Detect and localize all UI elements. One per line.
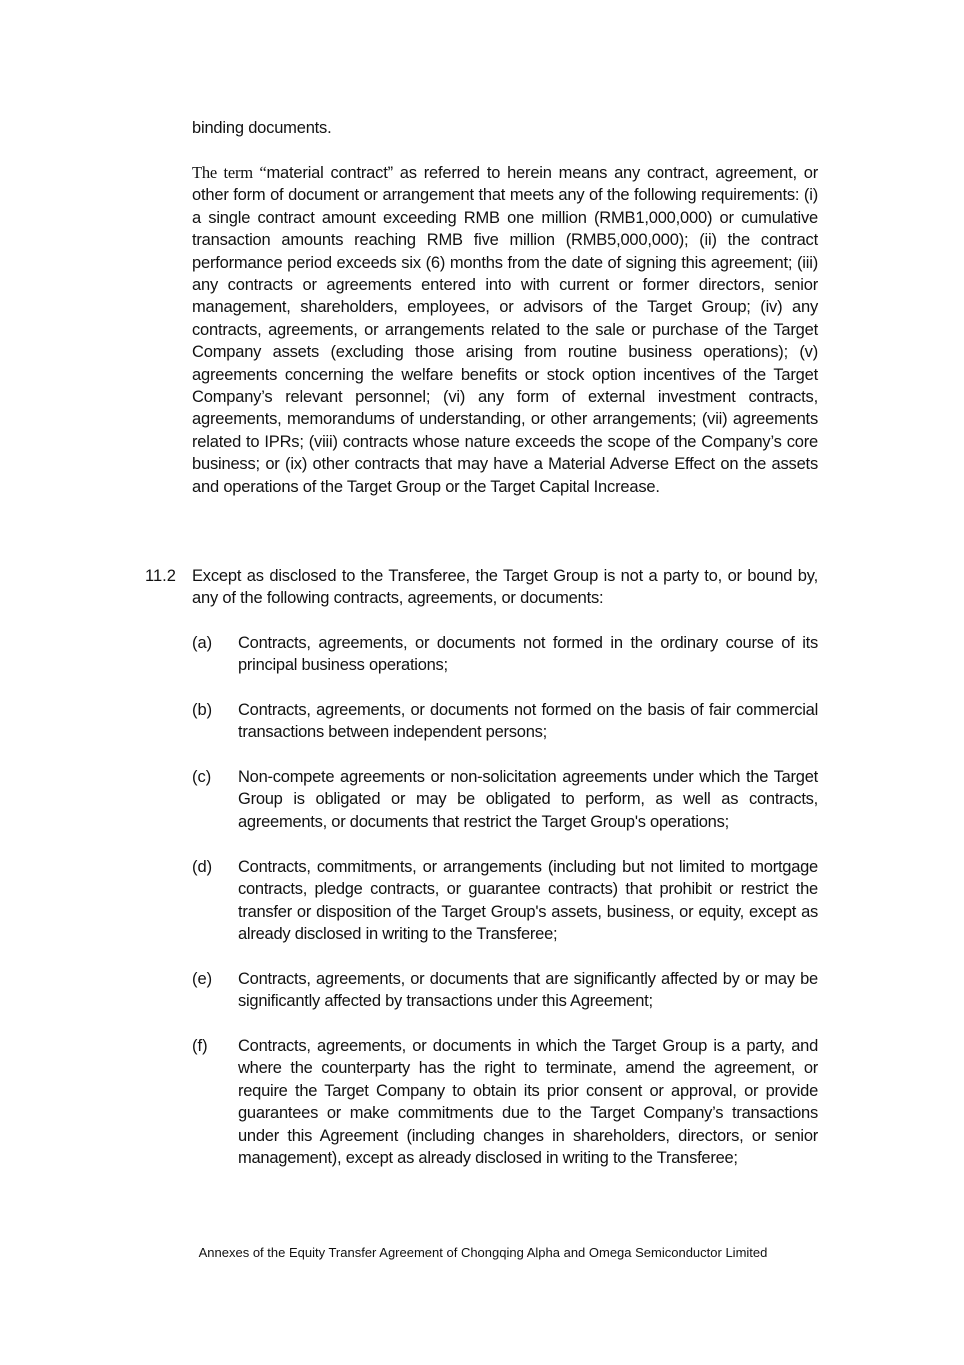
clause-text: Except as disclosed to the Transferee, the Target Group is not a party to, or bound by, any of the following contracts, agreements, or documents: xyxy=(192,567,818,608)
item-text: Non-compete agreements or non-solicitation agreements under which the Target Group is obligated or may be obligated to perform, as well as contracts, agreements, or documents that restrict the Target Group's operations; xyxy=(238,768,818,831)
item-text: Contracts, agreements, or documents in which the Target Group is a party, and where the counterparty has the right to terminate, amend the agreement, or require the Target Company to obtain its prior consent or approval, or provide guarantees or make commitments due to the Target Company’s transactions under this Agreement (including changes in shareholders, directors, or senior management), except as already disclosed in writing to the Transferee; xyxy=(238,1037,818,1168)
item-label: (c) xyxy=(192,768,212,786)
item-text: Contracts, agreements, or documents that are significantly affected by or may be significantly affected by transactions under this Agreement; xyxy=(238,970,818,1011)
clause-number: 11.2 xyxy=(145,567,176,585)
item-text: Contracts, agreements, or documents not formed in the ordinary course of its principal business operations; xyxy=(238,634,818,675)
defined-term: material contract xyxy=(266,164,388,182)
lead-paragraph: binding documents. xyxy=(192,119,332,137)
material-contract-definition xyxy=(192,162,818,498)
item-text: Contracts, commitments, or arrangements (including but not limited to mortgage contracts, pledge contracts, or guarantee contracts) that prohibit or restrict the transfer or disposition of the Target Group's assets, business, or equity, except as already disclosed in writing to the Transferee; xyxy=(238,858,818,944)
item-label: (e) xyxy=(192,970,213,988)
item-label: (a) xyxy=(192,634,213,652)
page-footer xyxy=(0,1244,964,1262)
item-label: (f) xyxy=(192,1037,208,1055)
item-text: Contracts, agreements, or documents not formed on the basis of fair commercial transactions between independent persons; xyxy=(238,701,818,742)
definition-body: ” as referred to herein means any contract, agreement, or other form of document or arrangement that meets any of the following requirements: (i) a single contract amount exceeding RMB one million (RMB1,000,000) or cumulative transaction amounts reaching RMB five million (RMB5,000,000); (ii) the contract performance period exceeds six (6) months from the date of signing this agreement; (iii) any contracts or agreements entered into with current or former directors, senior management, shareholders, employees, or advisors of the Target Group; (iv) any contracts, agreements, or arrangements related to the sale or purchase of the Target Company assets (excluding those arising from routine business operations); (v) agreements concerning the welfare benefits or stock option incentives of the Target Company’s relevant personnel; (vi) any form of external investment contracts, agreements, memorandums of understanding, or other arrangements; (vii) agreements related to IPRs; (viii) contracts whose nature exceeds the scope of the Company’s core business; or (ix) other contracts that may have a Material Adverse Effect on the assets and operations of the Target Group or the Target Capital Increase. xyxy=(192,164,819,496)
item-label: (d) xyxy=(192,858,213,876)
footer-text: Annexes of the Equity Transfer Agreement of Chongqing Alpha and Omega Semiconductor Limited xyxy=(198,1245,768,1260)
definition-prefix: The term “ xyxy=(192,163,267,182)
item-label: (b) xyxy=(192,701,213,719)
